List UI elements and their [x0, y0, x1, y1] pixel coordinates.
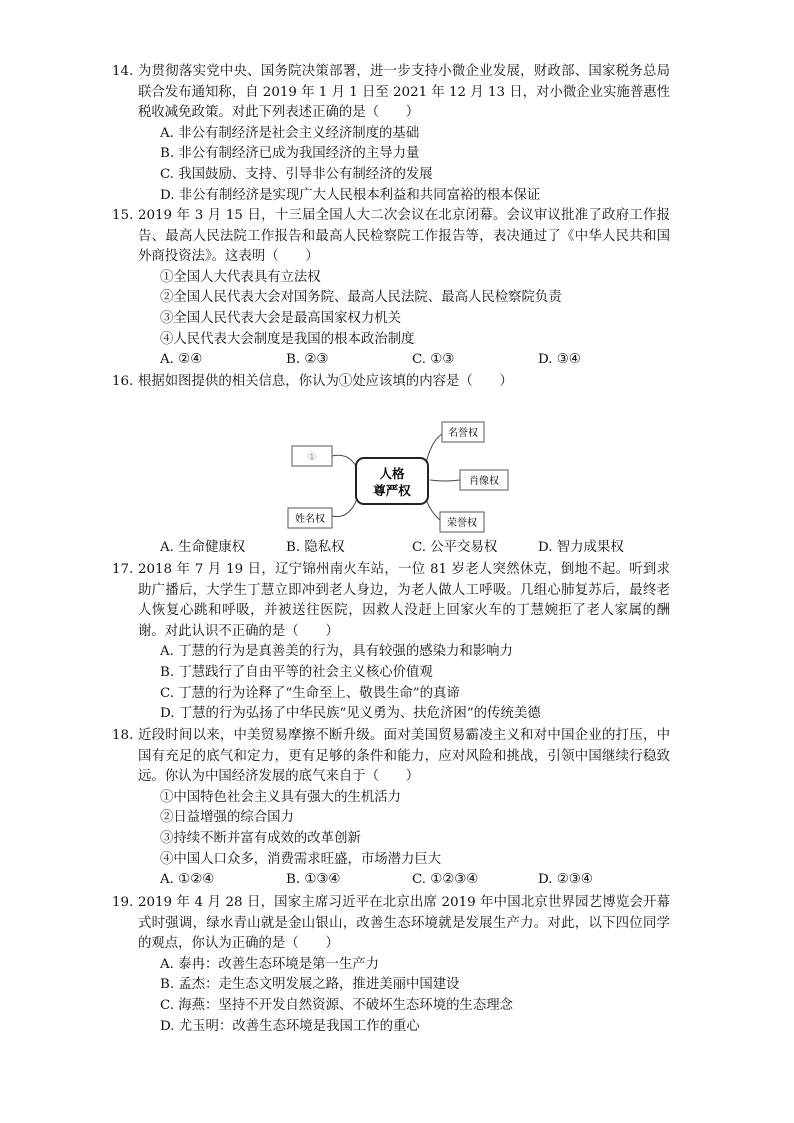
option-c[interactable]: C. 我国鼓励、支持、引导非公有制经济的发展 — [160, 166, 433, 182]
blank-node — [292, 446, 332, 466]
option-a[interactable]: A. 生命健康权 — [160, 540, 246, 555]
question-number: 16. — [112, 374, 134, 389]
option-a[interactable]: A. 非公有制经济是社会主义经济制度的基础 — [160, 125, 420, 141]
question-number: 18. — [112, 728, 134, 743]
option-b[interactable]: B. 孟杰：走生态文明发展之路，推进美丽中国建设 — [160, 977, 460, 993]
node-name-label: 姓名权 — [295, 514, 325, 525]
question-18 — [112, 726, 670, 891]
node-portrait-label: 肖像权 — [469, 476, 499, 487]
option-a[interactable]: A. ②④ — [160, 352, 203, 368]
option-d[interactable]: D. 尤玉明：改善生态环境是我国工作的重心 — [160, 1018, 420, 1034]
node-name — [288, 508, 332, 528]
question-stem: 2018 年 7 月 19 日，辽宁锦州南火车站，一位 81 岁老人突然休克，倒地不起。听到求助广播后，大学生丁慧立即冲到老人身边，为老人做人工呼吸。几组心肺复苏后，最终老人恢复心跳和呼吸，并被送往医院，因救人没赶上回家火车的丁慧婉拒了老人家属的酬谢。对此认识不正确的是（ ） — [138, 562, 670, 639]
question-16-options — [138, 538, 670, 559]
question-16 — [112, 372, 670, 393]
option-d[interactable]: D. 非公有制经济是实现广大人民根本利益和共同富裕的根本保证 — [160, 187, 541, 203]
question-number: 15. — [112, 208, 134, 223]
mind-map-diagram — [280, 412, 520, 538]
statement-2: ②全国人民代表大会对国务院、最高人民法院、最高人民检察院负责 — [160, 290, 562, 306]
question-stem: 2019 年 4 月 28 日，国家主席习近平在北京出席 2019 年中国北京世界园艺博览会开幕式时强调，绿水青山就是金山银山，改善生态环境就是发展生产力。对此，以下四位同学的观点，你认为正确的是（ ） — [138, 895, 670, 952]
question-19 — [112, 893, 670, 1037]
statement-4: ④人民代表大会制度是我国的根本政治制度 — [160, 331, 415, 347]
option-b[interactable]: B. 非公有制经济已成为我国经济的主导力量 — [160, 146, 420, 162]
option-d[interactable]: D. ③④ — [538, 352, 581, 368]
question-14 — [112, 62, 670, 206]
option-c[interactable]: C. 海燕：坚持不开发自然资源、不破坏生态环境的生态理念 — [160, 997, 514, 1013]
node-reputation-label: 名誉权 — [448, 428, 478, 439]
question-number: 17. — [112, 562, 134, 577]
options-row — [138, 870, 670, 891]
question-number: 14. — [112, 64, 134, 79]
node-honor — [440, 512, 484, 532]
node-portrait — [460, 470, 508, 490]
question-stem: 近段时间以来，中美贸易摩擦不断升级。面对美国贸易霸凌主义和对中国企业的打压，中国有充足的底气和定力，更有足够的条件和能力，应对风险和挑战，引领中国继续行稳致远。你认为中国经济发展的底气来自于（ ） — [138, 728, 670, 785]
option-b[interactable]: B. ②③ — [286, 352, 329, 368]
option-c[interactable]: C. ①③ — [412, 352, 455, 368]
option-b[interactable]: B. 丁慧践行了自由平等的社会主义核心价值观 — [160, 664, 433, 680]
question-15 — [112, 206, 670, 371]
statement-2: ②日益增强的综合国力 — [160, 810, 294, 826]
question-stem: 根据如图提供的相关信息，你认为①处应该填的内容是（ ） — [138, 374, 513, 389]
question-17 — [112, 560, 670, 725]
option-a[interactable]: A. ①②④ — [160, 872, 215, 888]
node-honor-label: 荣誉权 — [447, 518, 477, 529]
options-row — [138, 538, 670, 559]
node-reputation — [442, 422, 484, 442]
option-a[interactable]: A. 泰冉：改善生态环境是第一生产力 — [160, 956, 380, 972]
blank-label: ① — [307, 452, 317, 463]
question-stem: 为贯彻落实党中央、国务院决策部署，进一步支持小微企业发展，财政部、国家税务总局联合发布通知称，自 2019 年 1 月 1 日至 2021 年 12 月 13 日，对小微企业实施普惠性税收减免政策。对此下列表述正确的是（ ） — [138, 64, 670, 121]
statement-3: ③全国人民代表大会是最高国家权力机关 — [160, 310, 402, 326]
option-c[interactable]: C. 公平交易权 — [412, 540, 498, 555]
option-c[interactable]: C. 丁慧的行为诠释了“生命至上、敬畏生命”的真谛 — [160, 685, 460, 701]
option-d[interactable]: D. ②③④ — [538, 872, 593, 888]
question-number: 19. — [112, 895, 134, 910]
option-b[interactable]: B. 隐私权 — [286, 540, 345, 555]
statement-1: ①中国特色社会主义具有强大的生机活力 — [160, 789, 402, 805]
options-row — [138, 350, 670, 371]
center-label-line1: 人格 — [379, 466, 405, 481]
option-c[interactable]: C. ①②③④ — [412, 872, 479, 888]
statement-3: ③持续不断并富有成效的改革创新 — [160, 830, 361, 846]
option-a[interactable]: A. 丁慧的行为是真善美的行为，具有较强的感染力和影响力 — [160, 644, 513, 660]
statement-1: ①全国人大代表具有立法权 — [160, 269, 321, 285]
option-b[interactable]: B. ①③④ — [286, 872, 341, 888]
center-node — [356, 458, 428, 504]
option-d[interactable]: D. 智力成果权 — [538, 540, 624, 555]
statement-4: ④中国人口众多，消费需求旺盛，市场潜力巨大 — [160, 851, 442, 867]
center-label-line2: 尊严权 — [373, 483, 411, 498]
question-stem: 2019 年 3 月 15 日，十三届全国人大二次会议在北京闭幕。会议审议批准了政府工作报告、最高人民法院工作报告和最高人民检察院工作报告等，表决通过了《中华人民共和国外商投资法》。这表明（ ） — [138, 208, 670, 265]
option-d[interactable]: D. 丁慧的行为弘扬了中华民族“见义勇为、扶危济困”的传统美德 — [160, 706, 541, 722]
